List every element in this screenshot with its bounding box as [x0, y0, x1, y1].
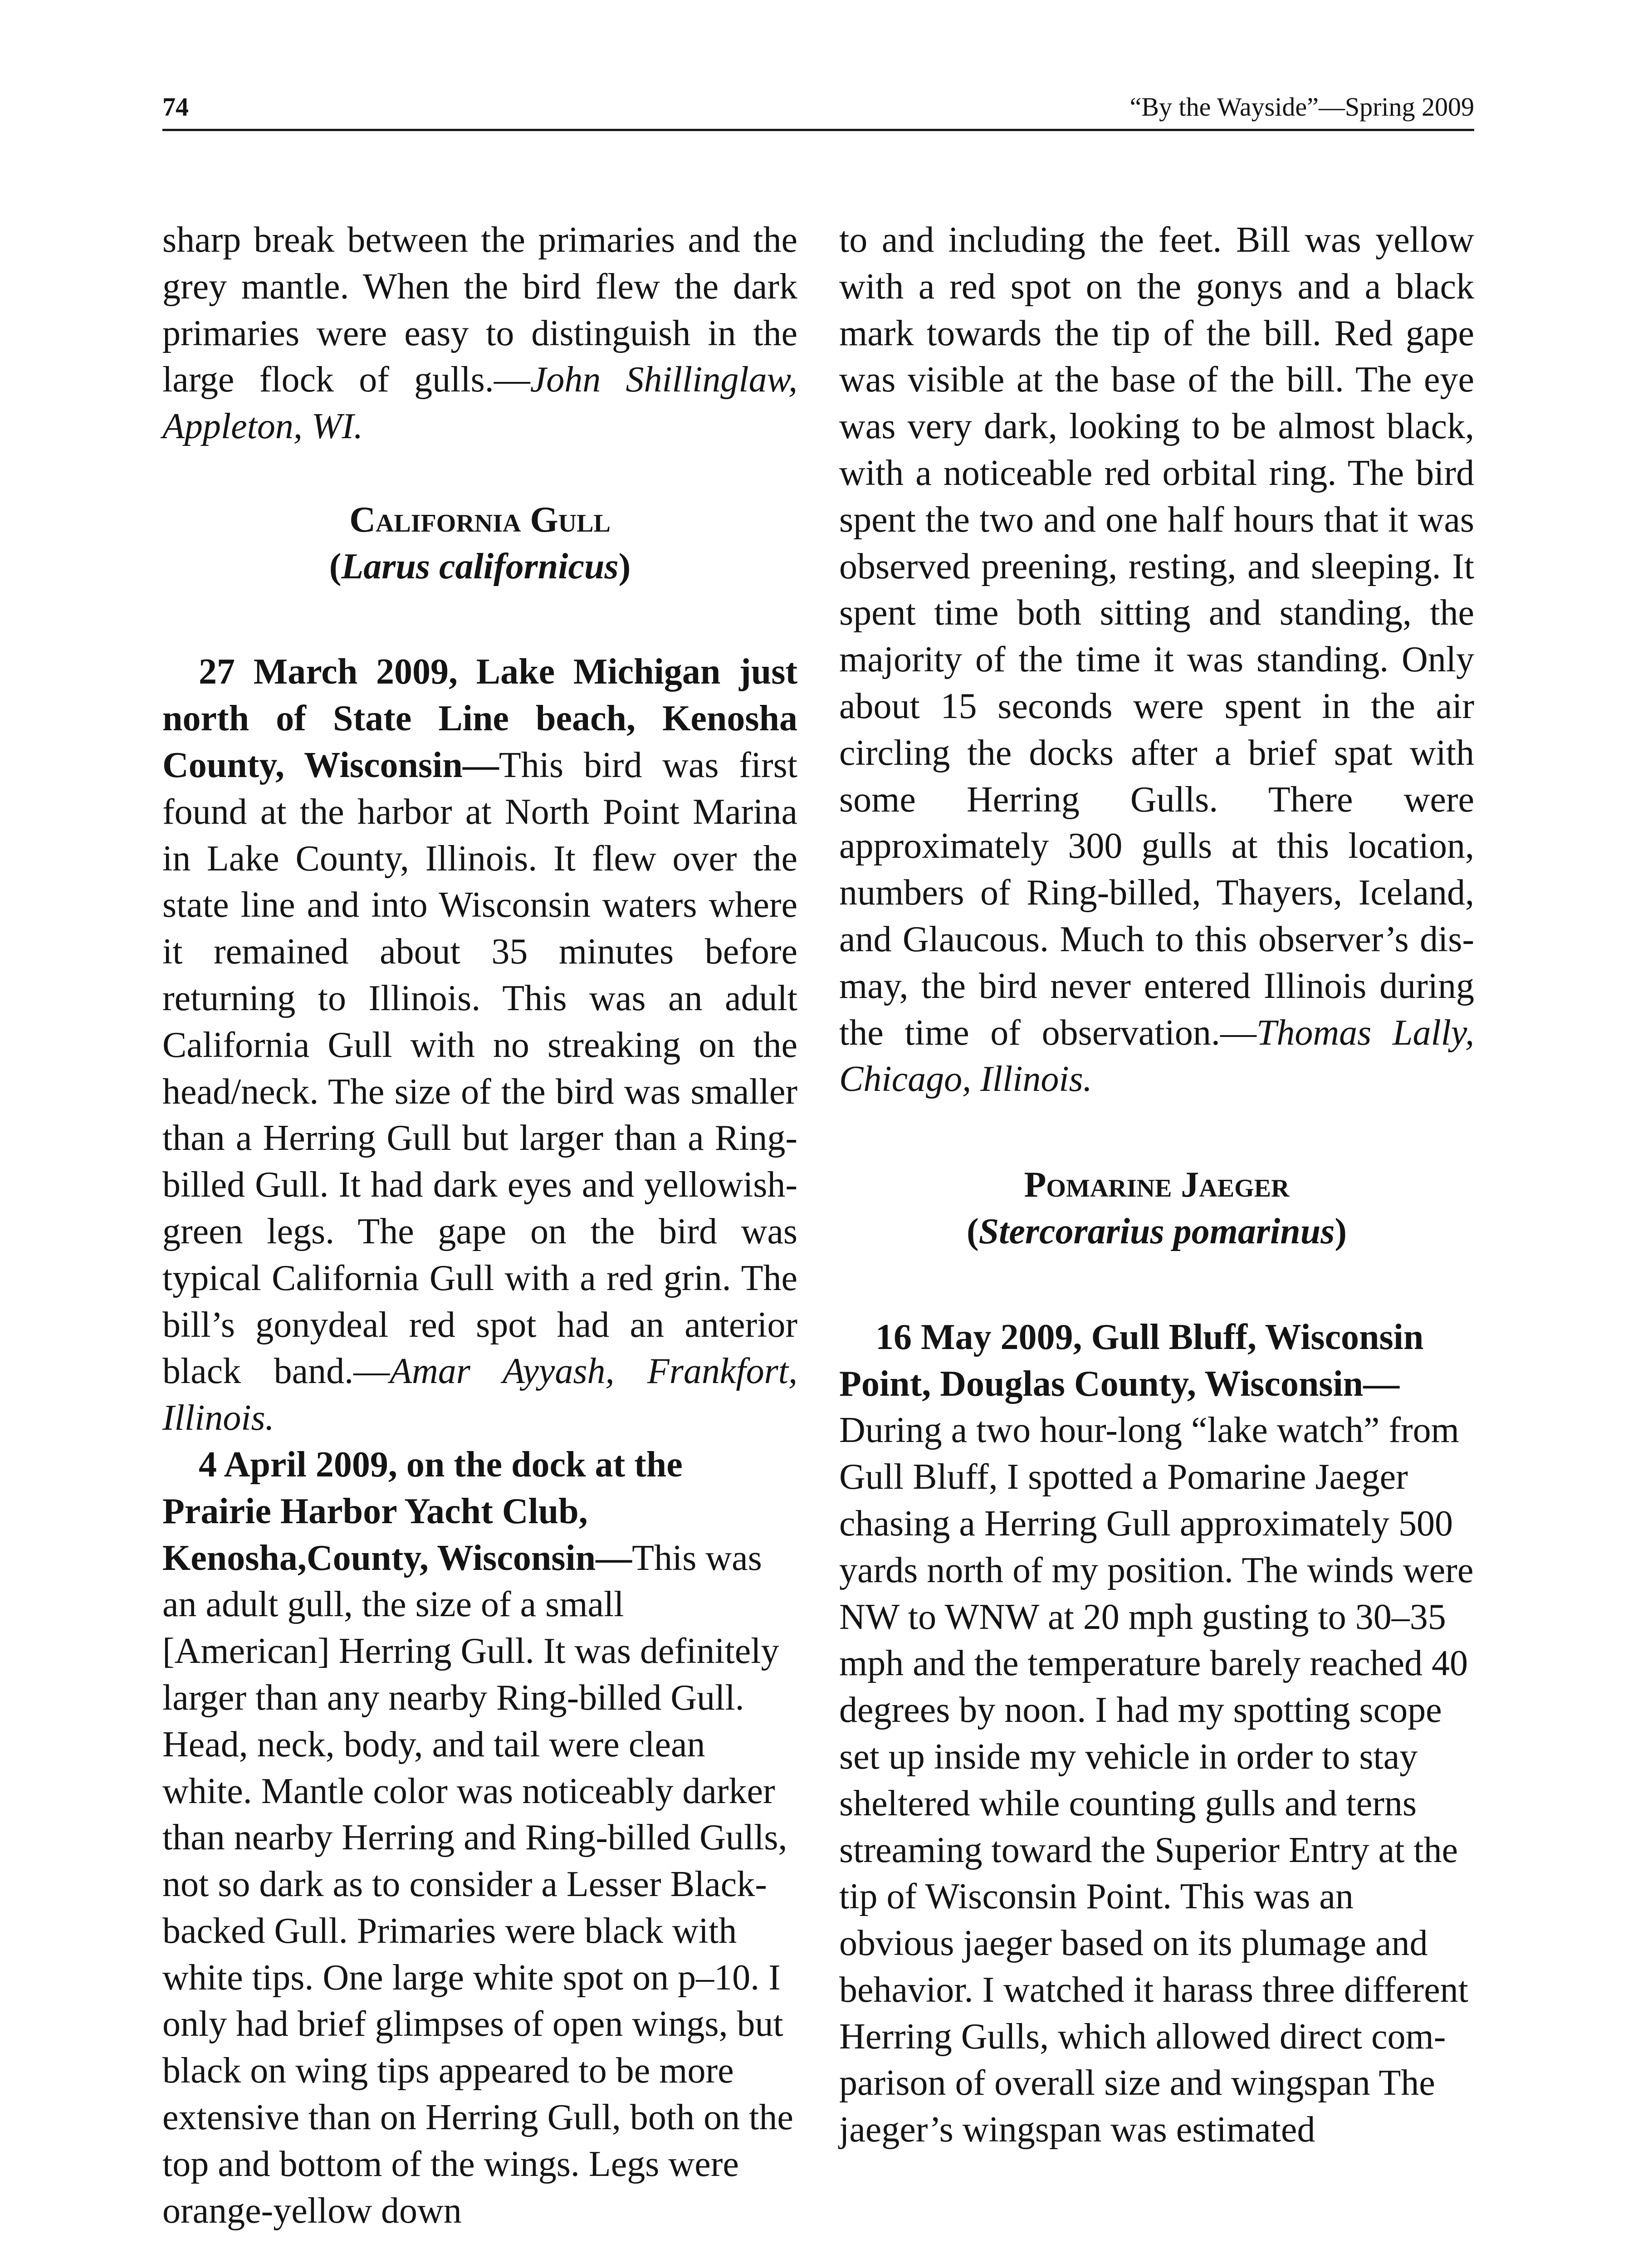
continuation-paragraph [839, 217, 1474, 1103]
report-signature: Amar Ayyash, Frankfort, Illinois. [162, 1351, 797, 1438]
intro-text: sharp break between the primaries and the grey mantle. When the bird flew the dark primaries were easy to distinguish in the large flock of gulls.— [162, 220, 797, 400]
report-text: This was an adult gull, the size of a small [American] Herring Gull. It was definitely larger than any nearby Ring-billed Gull. Head, neck, body, and tail were clean white. Mantle color was noticeably darker than nearby Herring and Ring-billed Gulls, not so dark as to consider a Lesser Black-backed Gull. Primaries were black with white tips. One large white spot on p–10. I only had brief glimpses of open wings, but black on wing tips appeared to be more extensive than on Herring Gull, both on the top and bottom of the wings. Legs were orange-yellow down [162, 1538, 793, 2231]
report-paragraph [839, 1314, 1474, 2153]
report-heading: 4 April 2009, on the dock at the Prairie Harbor Yacht Club, Kenosha,County, Wisconsin— [162, 1444, 683, 1578]
report-heading: 27 March 2009, Lake Michigan just north of State Line beach, Kenosha County, Wisconsin— [162, 652, 797, 785]
report-paragraph [162, 1442, 797, 2234]
species-common-name: Pomarine Jaeger [1024, 1165, 1290, 1205]
species-scientific-name-line: (Larus californicus) [329, 546, 631, 587]
continuation-signature: Thomas Lally, Chicago, Illinois. [839, 1012, 1474, 1100]
report-text: This bird was first found at the harbor at North Point Marina in Lake County, Illinois. It flew over the state line and into Wisconsin waters where it remained about 35 minutes before returning to Illinois. This was an adult California Gull with no streaking on the head/neck. The size of the bird was smaller than a Herring Gull but larger than a Ring-billed Gull. It had dark eyes and yellowish-green legs. The gape on the bird was typical California Gull with a red grin. The bill’s gonydeal red spot had an anterior black band.— [162, 745, 797, 1392]
report-heading: 16 May 2009, Gull Bluff, Wisconsin Point, Douglas County, Wisconsin— [839, 1317, 1424, 1404]
running-title: “By the Wayside”—Spring 2009 [1129, 92, 1474, 122]
page-number: 74 [162, 92, 189, 122]
species-scientific-name: Stercorarius pomarinus [978, 1211, 1335, 1251]
continuation-text: to and including the feet. Bill was yellow with a red spot on the gonys and a black mark towards the tip of the bill. Red gape was visible at the base of the bill. The eye was very dark, looking to be almost black, with a noticeable red orbital ring. The bird spent the two and one half hours that it was observed preening, resting, and sleeping. It spent time both sitting and standing, the majority of the time it was standing. Only about 15 seconds were spent in the air circling the docks after a brief spat with some Herring Gulls. There were approximately 300 gulls at this location, numbers of Ring-billed, Thayers, Iceland, and Glaucous. Much to this observer’s dismay, the bird never entered Illinois during the time of observation.— [839, 220, 1474, 1053]
right-column [839, 217, 1474, 2153]
species-heading-california-gull [162, 497, 797, 590]
species-scientific-name: Larus californicus [341, 546, 619, 587]
species-heading-pomarine-jaeger [839, 1162, 1474, 1255]
species-scientific-name-line: (Stercorarius pomarinus) [967, 1211, 1347, 1251]
intro-paragraph [162, 217, 797, 450]
left-column [162, 217, 797, 2234]
report-paragraph [162, 649, 797, 1442]
running-header [162, 85, 1474, 131]
intro-signature: John Shillinglaw, Appleton, WI. [162, 360, 798, 447]
report-text: During a two hour-long “lake watch” from Gull Bluff, I spotted a Pomarine Jaeger chasing a Herring Gull approximately 500 yards north of my position. The winds were NW to WNW at 20 mph gusting to 30–35 mph and the temperature barely reached 40 degrees by noon. I had my spotting scope set up inside my vehicle in order to stay sheltered while counting gulls and terns streaming toward the Superior Entry at the tip of Wisconsin Point. This was an obvious jaeger based on its plumage and behavior. I watched it harass three different Herring Gulls, which allowed direct comparison of overall size and wingspan The jaeger’s wingspan was estimated [839, 1410, 1474, 2150]
species-common-name: California Gull [349, 499, 611, 540]
